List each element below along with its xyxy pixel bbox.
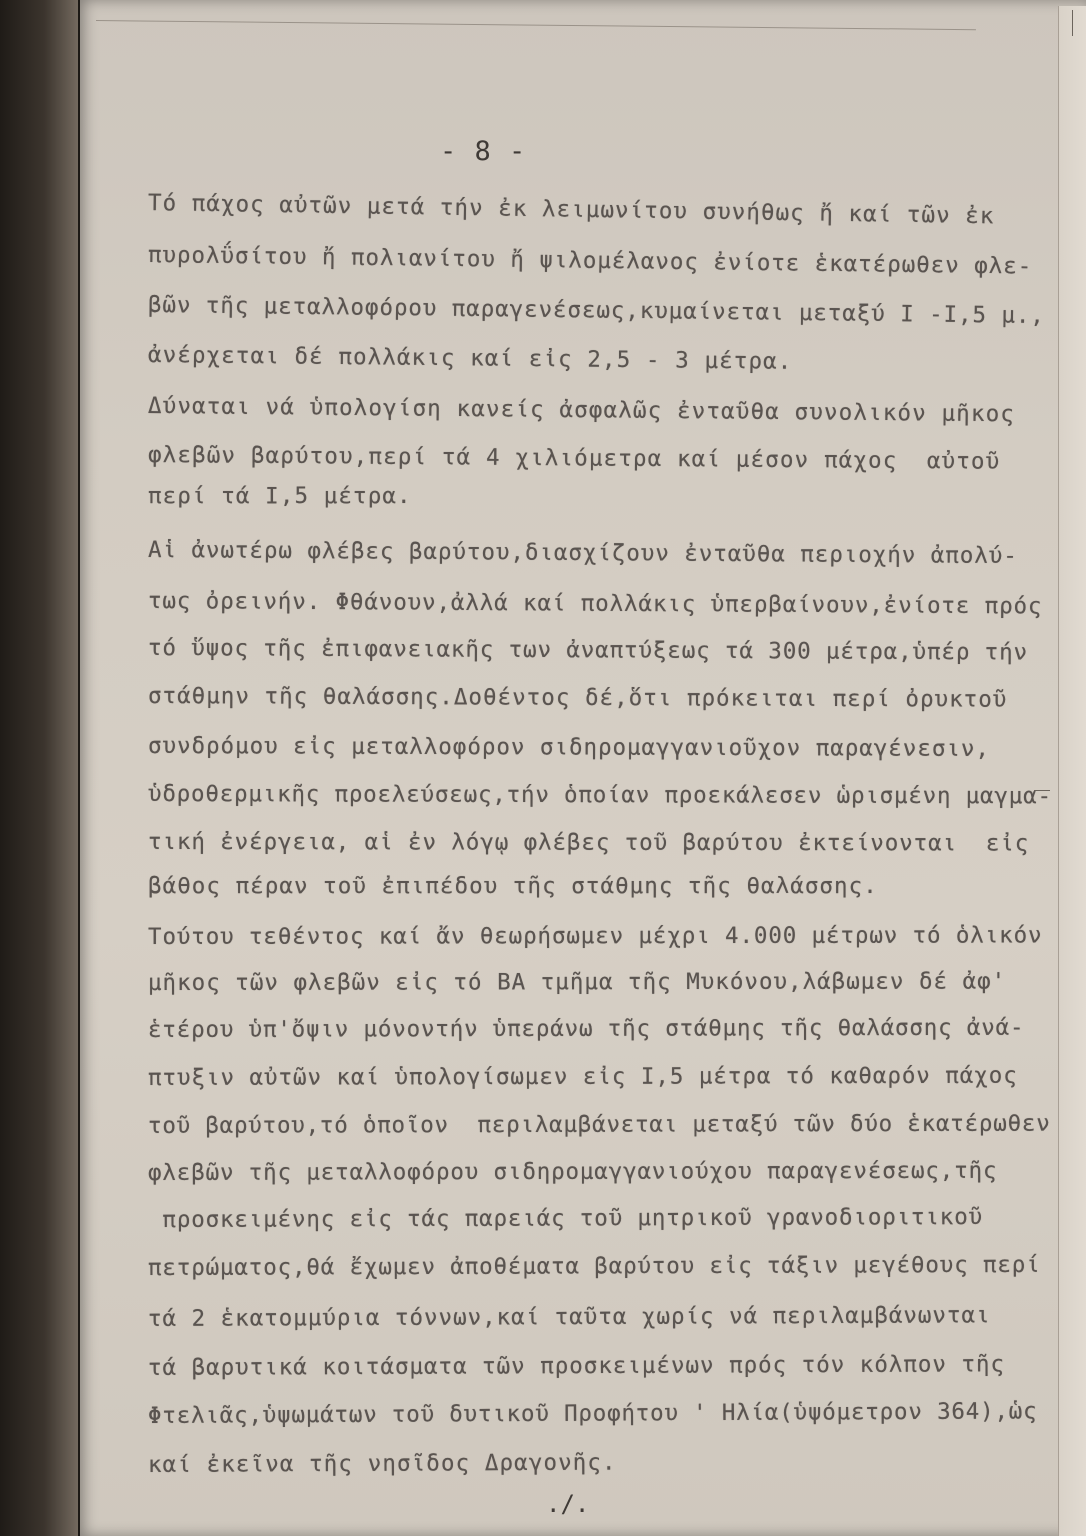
text-line: Φτελιᾶς,ὑψωμάτων τοῦ δυτικοῦ Προφήτου ' Ηλία(ὑψόμετρον 364),ὡς	[147, 1398, 1038, 1429]
text-line: τως ὀρεινήν. Φθάνουν,ἀλλά καί πολλάκις ὑπερβαίνουν,ἐνίοτε πρός	[147, 588, 1043, 620]
text-line: βάθος πέραν τοῦ ἐπιπέδου τῆς στάθμης τῆς θαλάσσης.	[148, 873, 878, 899]
text-line: τά 2 ἑκατομμύρια τόννων,καί ταῦτα χωρίς νά περιλαμβάνωνται	[147, 1302, 991, 1332]
text-line: συνδρόμου εἰς μεταλλοφόρον σιδηρομαγγανιοῦχον παραγένεσιν,	[147, 733, 990, 762]
text-line: τοῦ βαρύτου,τό ὁποῖον περιλαμβάνεται μεταξύ τῶν δύο ἑκατέρωθεν	[147, 1110, 1051, 1139]
text-line: περί τά Ι,5 μέτρα.	[148, 483, 412, 509]
text-line: προσκειμένης εἰς τάς παρειάς τοῦ μητρικοῦ γρανοδιοριτικοῦ	[147, 1204, 984, 1233]
corner-mark	[1072, 10, 1073, 36]
text-line: ὑδροθερμικῆς προελεύσεως,τήν ὁποίαν προεκάλεσεν ὡρισμένη μαγμα-	[147, 781, 1052, 810]
end-of-page-mark: ./.	[546, 1490, 590, 1518]
text-line: ἑτέρου ὑπ'ὄψιν μόνοντήν ὑπεράνω τῆς στάθμης τῆς θαλάσσης ἀνά-	[147, 1014, 1025, 1043]
text-line: Δύναται νά ὑπολογίση κανείς ἀσφαλῶς ἐνταῦθα συνολικόν μῆκος	[147, 393, 1016, 428]
underlying-page-edge	[1058, 6, 1086, 1536]
text-line: Τούτου τεθέντος καί ἄν θεωρήσωμεν μέχρι 4.000 μέτρων τό ὁλικόν	[147, 922, 1043, 950]
text-line: βῶν τῆς μεταλλοφόρου παραγενέσεως,κυμαίνεται μεταξύ Ι -Ι,5 μ.,	[147, 292, 1045, 329]
text-line: φλεβῶν τῆς μεταλλοφόρου σιδηρομαγγανιούχου παραγενέσεως,τῆς	[147, 1157, 998, 1186]
binding-shadow	[0, 0, 80, 1536]
text-line: Τό πάχος αὐτῶν μετά τήν ἐκ λειμωνίτου συνήθως ἤ καί τῶν ἐκ	[147, 190, 995, 230]
text-line: τό ὕψος τῆς ἐπιφανειακῆς των ἀναπτύξεως τά 300 μέτρα,ὑπέρ τήν	[147, 635, 1029, 666]
page-number: - 8 -	[440, 136, 527, 167]
text-line: τική ἐνέργεια, αἱ ἐν λόγῳ φλέβες τοῦ βαρύτου ἐκτείνονται εἰς	[147, 829, 1030, 857]
text-line: πυρολΰσίτου ἤ πολιανίτου ἤ ψιλομέλανος ἐνίοτε ἑκατέρωθεν φλε-	[147, 242, 1033, 280]
text-line: φλεβῶν βαρύτου,περί τά 4 χιλιόμετρα καί μέσον πάχος αὐτοῦ	[147, 442, 1001, 475]
page-left-edge	[78, 0, 80, 1536]
text-line: τά βαρυτικά κοιτάσματα τῶν προσκειμένων πρός τόν κόλπον τῆς	[147, 1351, 1006, 1381]
text-line: στάθμην τῆς θαλάσσης.Δοθέντος δέ,ὅτι πρόκειται περί ὀρυκτοῦ	[147, 683, 1008, 713]
text-line: πετρώματος,θά ἔχωμεν ἀποθέματα βαρύτου εἰς τάξιν μεγέθους περί	[147, 1251, 1041, 1281]
text-line: πτυξιν αὐτῶν καί ὑπολογίσωμεν εἰς Ι,5 μέτρα τό καθαρόν πάχος	[147, 1062, 1018, 1091]
text-line: ἀνέρχεται δέ πολλάκις καί εἰς 2,5 - 3 μέτρα.	[147, 342, 793, 375]
text-line: καί ἐκεῖνα τῆς νησῖδος Δραγονῆς.	[147, 1449, 617, 1478]
text-line: μῆκος τῶν φλεβῶν εἰς τό ΒΑ τμῆμα τῆς Μυκόνου,λάβωμεν δέ ἀφ'	[147, 968, 1007, 996]
text-line: Αἱ ἀνωτέρω φλέβες βαρύτου,διασχίζουν ἐνταῦθα περιοχήν ἀπολύ-	[147, 537, 1018, 570]
